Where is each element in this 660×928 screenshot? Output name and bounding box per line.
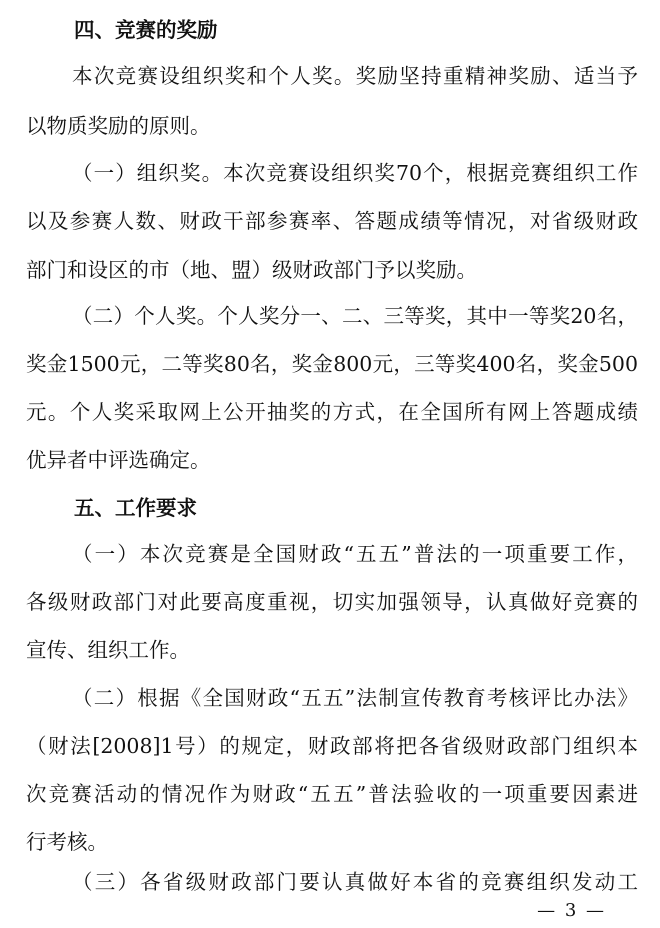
paragraph-line: 元。个人奖采取网上公开抽奖的方式，在全国所有网上答题成绩 <box>26 400 638 424</box>
section-heading-requirements: 五、工作要求 <box>74 496 197 520</box>
paragraph-line: （财法[2008]1号）的规定，财政部将把各省级财政部门组织本 <box>26 734 638 758</box>
paragraph-line: （三）各省级财政部门要认真做好本省的竞赛组织发动工 <box>72 870 638 894</box>
paragraph-line: 次竞赛活动的情况作为财政“五五”普法验收的一项重要因素进 <box>26 782 638 806</box>
paragraph-line: 本次竞赛设组织奖和个人奖。奖励坚持重精神奖励、适当予 <box>72 64 638 88</box>
paragraph-line: （一）组织奖。本次竞赛设组织奖70个，根据竞赛组织工作 <box>72 161 638 185</box>
page-number: — 3 — <box>537 900 606 921</box>
paragraph-line: （二）个人奖。个人奖分一、二、三等奖，其中一等奖20名， <box>72 304 638 328</box>
paragraph-line: 行考核。 <box>26 830 108 854</box>
paragraph-line: （一）本次竞赛是全国财政“五五”普法的一项重要工作， <box>72 542 638 566</box>
section-heading-awards: 四、竞赛的奖励 <box>74 18 218 42</box>
paragraph-line: 各级财政部门对此要高度重视，切实加强领导，认真做好竞赛的 <box>26 590 638 614</box>
paragraph-line: 宣传、组织工作。 <box>26 638 190 662</box>
paragraph-line: 奖金1500元，二等奖80名，奖金800元，三等奖400名，奖金500 <box>26 352 638 376</box>
paragraph-line: 优异者中评选确定。 <box>26 448 211 472</box>
paragraph-line: 以及参赛人数、财政干部参赛率、答题成绩等情况，对省级财政 <box>26 209 638 233</box>
paragraph-line: （二）根据《全国财政“五五”法制宣传教育考核评比办法》 <box>72 686 638 710</box>
paragraph-line: 部门和设区的市（地、盟）级财政部门予以奖励。 <box>26 258 477 282</box>
paragraph-line: 以物质奖励的原则。 <box>26 114 211 138</box>
